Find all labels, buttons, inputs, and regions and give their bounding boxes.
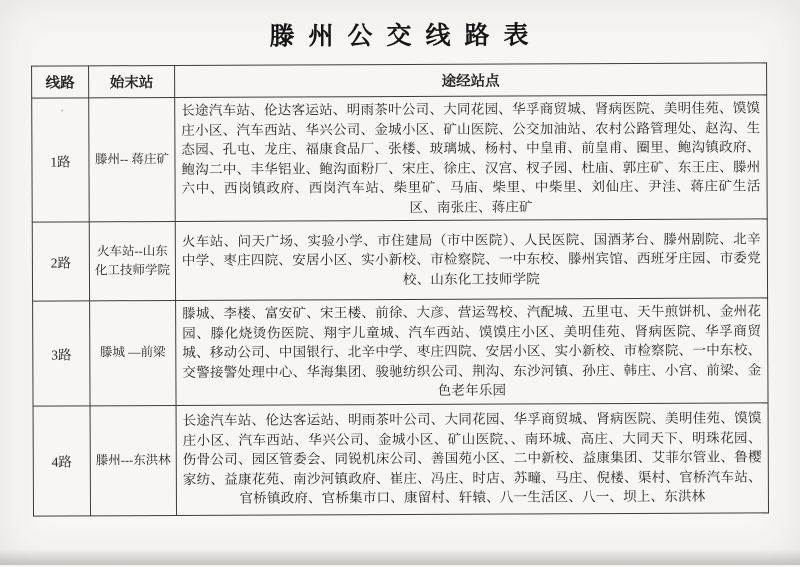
route-stations: 长途汽车站、伦达客运站、明雨茶叶公司、大同花园、华孚商贸城、肾病医院、美明佳苑、馍馍庄小区、汽车西站、华兴公司、金城小区、矿山医院、公交加油站、农村公路管理处、赵沟、生态园、孔屯、龙庄、福康食品厂、张楼、玻璃城、杨村、中皇甫、前皇甫、圈里、鲍沟镇政府、鲍沟二中、丰华铝业、鲍沟面粉厂、宋庄、徐庄、汉宫、杈子园、杜庙、郭庄矿、东王庄、滕州六中、西岗镇政府、西岗汽车站、柴里矿、马庙、柴里、中柴里、刘仙庄、尹洼、蒋庄矿生活区、南张庄、蒋庄矿 — [175, 95, 768, 222]
bus-routes-table — [31, 62, 769, 516]
table-header — [32, 63, 767, 98]
table-row-route-3 — [33, 298, 768, 406]
table-row-route-2 — [32, 219, 767, 301]
header-row — [32, 63, 767, 98]
column-header-endpoints: 始末站 — [89, 65, 175, 97]
column-header-stations: 途经站点 — [175, 63, 767, 98]
route-endpoints: 火车站--山东化工技师学院 — [89, 221, 175, 300]
page-title: 滕州公交线路表 — [269, 22, 543, 51]
route-stations: 长途汽车站、伦达客运站、明雨茶叶公司、大同花园、华孚商贸城、肾病医院、美明佳苑、馍馍庄小区、汽车西站、华兴公司、金城小区、矿山医院、、南环城、高庄、大同天下、明珠花园、伤骨公司、园区管委会、同锐机床公司、善国苑小区、二中新校、益康集团、艾菲尔管业、鲁樱家纺、益康花苑、南沙河镇政府、崔庄、冯庄、时店、苏疃、马庄、倪楼、渠村、官桥汽车站、官桥镇政府、官桥集市口、康留村、轩辕、八一生活区、八一、坝上、东洪林 — [176, 402, 768, 515]
route-endpoints: 滕城 —前梁 — [90, 300, 176, 405]
table-row-route-1 — [32, 95, 768, 222]
route-endpoints: 滕州-- 蒋庄矿 — [89, 97, 176, 221]
table-row-route-4 — [33, 402, 768, 515]
route-stations: 火车站、问天广场、实验小学、市住建局（市中医院）、人民医院、国酒茅台、滕州剧院、北辛中学、枣庄四院、安居小区、实小新校、市检察院、一中东校、滕州宾馆、西班牙庄园、市委党校、山东化工技师学院 — [175, 219, 767, 301]
route-number: 2路 — [32, 222, 89, 301]
route-number: 1路 — [32, 98, 90, 222]
route-stations: 滕城、李楼、富安矿、宋王楼、前徐、大彦、营运驾校、汽配城、五里屯、天牛煎饼机、金州花园、滕化烧烫伤医院、翔宇儿童城、汽车西站、馍馍庄小区、美明佳苑、肾病医院、华孚商贸城、移动公司、中国银行、北辛中学、枣庄四院、安居小区、实小新校、市检察院、一中东校、交警接警处理中心、华海集团、骏驰纺织公司、荆沟、东沙河镇、孙庄、韩庄、小宫、前梁、金色老年乐园 — [176, 298, 768, 405]
column-header-route: 线路 — [32, 66, 89, 98]
route-number: 4路 — [33, 405, 90, 515]
route-endpoints: 滕州---东洪林 — [90, 405, 176, 515]
route-number: 3路 — [33, 301, 90, 406]
